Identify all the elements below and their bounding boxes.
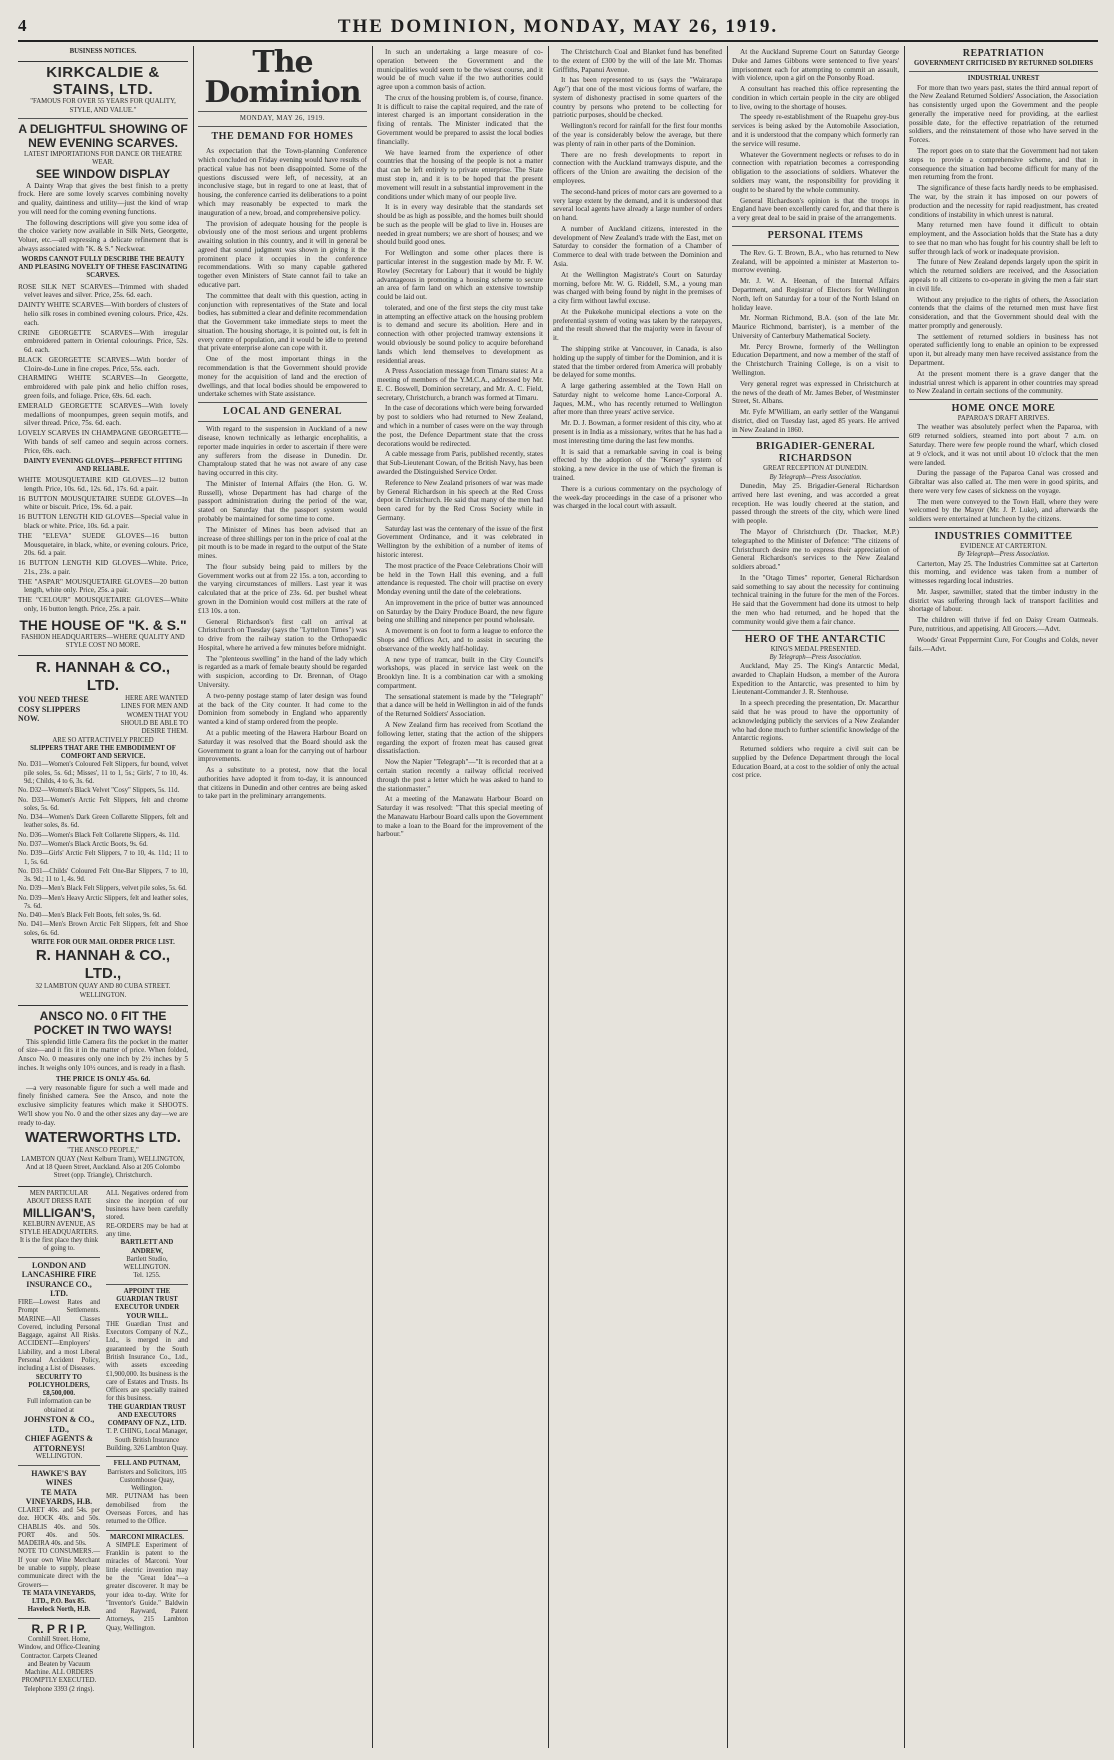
repatriation-heading: REPATRIATION bbox=[962, 48, 1045, 59]
house-sub: FASHION HEADQUARTERS—WHERE QUALITY AND STYLE COST NO MORE. bbox=[21, 633, 185, 649]
brigadier-heading: BRIGADIER-GENERAL RICHARDSON bbox=[755, 441, 876, 465]
news-paragraph: At the Pukekohe municipal elections a vote on the preferential system of voting was taken by the ratepayers, and the result showed that the majority were in favour of it. bbox=[553, 307, 722, 343]
news-paragraph: The shipping strike at Vancouver, in Canada, is also holding up the supply of timber for the Dominion, and it is stated that the timber ordered from America will probably be delayed for some months. bbox=[553, 345, 722, 380]
slipper-item: No. D31—Women's Coloured Felt Slippers, fur bound, velvet pile soles, 5s. 6d.; Misses', 11 to 1, 5s.; Girls', 7 to 10, 4s. 9d.; Childs, 4 to 6, 3s. 6d. bbox=[18, 761, 188, 785]
negatives-text: ALL Negatives ordered from since the inception of our business have been carefully stored. bbox=[106, 1189, 188, 1222]
hannah-title-2: R. HANNAH & CO., LTD., bbox=[35, 947, 171, 983]
kirkcaldie-title: KIRKCALDIE & STAINS, LTD. bbox=[46, 64, 160, 98]
news-paragraph: The sensational statement is made by the "Telegraph" that a dance will be held in Wellington in aid of the funds of the Returned Soldiers' Association. bbox=[377, 692, 543, 719]
chief-agents: CHIEF AGENTS & ATTORNEYS! bbox=[24, 1434, 94, 1453]
ads-column bbox=[18, 48, 188, 1748]
news-paragraph: Saturday last was the centenary of the issue of the first Government Ordinance, and it was celebrated in Wellington by the exhibition of a number of items of historic interest. bbox=[377, 524, 543, 559]
home-paragraph: The men were conveyed to the Town Hall, where they were welcomed by the Mayor (Mr. J. P. Luke), and afterwards the soldiers were entertained at luncheon by the citizens. bbox=[909, 497, 1098, 524]
slipper-item: No. D39—Men's Black Felt Slippers, velvet pile soles, 5s. 6d. bbox=[18, 885, 187, 893]
hawkes-bay: HAWKE'S BAY WINES bbox=[31, 1468, 87, 1488]
repatriation-paragraph: The report goes on to state that the Government had not taken steps to provide a comprehensive scheme, and that in consequence the situation had become difficult for many of the men returning from the front. bbox=[909, 147, 1098, 182]
column-rule bbox=[372, 46, 373, 1748]
evidence-subheading: EVIDENCE AT CARTERTON. bbox=[960, 543, 1047, 550]
news-paragraph: It has been represented to us (says the "Wairarapa Age") that one of the most vicious forms of warfare, the system of dishonesty practised in some quarters of the country by persons who pretend to be collecting for patriotic purposes, should be checked. bbox=[553, 76, 722, 120]
local-paragraph: At a public meeting of the Hawera Harbour Board on Saturday it was resolved that the Board should ask the Government to grant a loan for the carrying out of harbour improvements. bbox=[198, 728, 367, 764]
editorial-paragraph: In such an undertaking a large measure of co-operation between the Government and the municipalities would seem to be the wisest course, and it would be of much value if the two authorities could agree upon a common basis of action. bbox=[377, 48, 543, 92]
appoint-guardian: APPOINT THE GUARDIAN TRUST EXECUTOR UNDER YOUR WILL. bbox=[114, 1287, 180, 1320]
evidence-press: By Telegraph—Press Association. bbox=[957, 551, 1050, 559]
glove-item: THE "ELEVA" SUEDE GLOVES—16 button Mousquetaire, in black, white, or evening colours. Price, 20s. 6d. a pair. bbox=[18, 531, 188, 558]
antarctic-paragraph: In a speech preceding the presentation, Dr. Macarthur said that he was proud to have the opportunity of acknowledging publicly the services of a New Zealander who had done much to further scientific knowledge of the Antarctic regions. bbox=[732, 699, 899, 743]
news-paragraph: At the Wellington Magistrate's Court on Saturday morning, before Mr. W. G. Riddell, S.M., a young man was charged with being found by night in the premises of a city firm without lawful excuse. bbox=[553, 270, 722, 306]
waterworths-sub: "THE ANSCO PEOPLE," bbox=[67, 1147, 139, 1155]
personal-paragraph: Very general regret was expressed in Christchurch at the news of the death of Mr. James Beber, of Westminster Street, St. Albans. bbox=[732, 379, 899, 406]
news-paragraph: A consultant has reached this office representing the condition in which certain people in the city are obliged to live, owing to the shortage of houses. bbox=[732, 85, 899, 111]
kirkcaldie-text: A Dainty Wrap that gives the best finish to a pretty frock. Here are some lovely scarves combining novelty and quality, daintiness and utility—just the kind of wrap you will need for the coming evening functions. bbox=[18, 181, 188, 216]
guardian-manager: T. P. CHING, Local Manager, South British Insurance Building, 326 Lambton Quay. bbox=[106, 1428, 188, 1453]
scarf-item: LOVELY SCARVES IN CHAMPAGNE GEORGETTE—With bands of self cameo and sequin across corners. Price, 69s. each. bbox=[18, 429, 188, 455]
news-paragraph: The most practice of the Peace Celebrations Choir will be held in the Town Hall this evening, and a full attendance is requested. The choir will practise on every Monday evening until the date of the celebrations. bbox=[377, 561, 543, 597]
local-paragraph: A two-penny postage stamp of later design was found at the back of the City counter. It had come to the Dominion from somebody in England who apparently wanted a kind of stamp ordered from the people. bbox=[198, 691, 367, 727]
brigadier-paragraph: In the "Otago Times" reporter, General Richardson said something to say about the necessity for continuing technical training in the future for the men of the Forces. He said that the Government had done its utmost to help the men who had returned, and he hoped that the community would give them a fair chance. bbox=[732, 573, 899, 626]
hannah-attr: ARE SO ATTRACTIVELY PRICED bbox=[52, 736, 154, 744]
newspaper-title: THE DOMINION, MONDAY, MAY 26, 1919. bbox=[337, 16, 779, 37]
ansco-text2: —a very reasonable figure for such a well made and finely finished camera. See the Ansco, and note the exclusive simplicity features which make it SHOOTS. We'll show you No. 0 and the other sizes any day—we are ready to-day. bbox=[18, 1083, 188, 1127]
marconi-title: MARCONI MIRACLES. bbox=[109, 1533, 184, 1541]
johnston: JOHNSTON & CO., LTD., bbox=[23, 1414, 95, 1434]
glove-item: 16 BUTTON LENGTH KID GLOVES—White. Price, 21s., 23s. a pair. bbox=[18, 559, 188, 576]
local-paragraph: General Richardson's first call on arrival at Christchurch on Tuesday (says the "Lyttelton Times") was to drive from the railway station to the Orthopaedic Hospital, where he arrived a few minutes before midnight. bbox=[198, 617, 367, 652]
news-paragraph: There are no fresh developments to report in connection with the Auckland tramways dispute, and the officers of the Union are awaiting the decision of the employees. bbox=[553, 150, 722, 185]
glove-item: THE "ASPAR" MOUSQUETAIRE GLOVES—20 button length, white only. Price, 25s. a pair. bbox=[18, 577, 188, 595]
te-mata-list: CLARET 40s. and 54s. per doz. HOCK 40s. and 50s. CHABLIS 40s. and 50s. PORT 40s. and 50s. MADEIRA 40s. and 50s. bbox=[18, 1507, 100, 1548]
slipper-item: No. D33—Women's Arctic Felt Slippers, felt and chrome soles, 5s. 6d. bbox=[18, 796, 188, 812]
home-once-more-subheading: PAPAROA'S DRAFT ARRIVES. bbox=[957, 415, 1050, 423]
antarctic-paragraph: Returned soldiers who require a civil suit can be supplied by the Defence Department through the local Education Board, at a cost to the soldier of only the actual cost price. bbox=[732, 745, 899, 780]
ansco-text: This splendid little Camera fits the pocket in the matter of size—and it fits it in the matter of price. When folded, Ansco No. 0 measures only one inch by 2½ inches by 5 inches. It weighs only 10½ ounces, and is ready in a flash. bbox=[18, 1037, 188, 1072]
personal-paragraph: Mr. J. W. A. Heenan, of the Internal Affairs Department, and Registrar of Electors for Wellington North, left on Saturday for a tour of the North Island on holiday leave. bbox=[732, 277, 899, 312]
kirkcaldie-text2: The following descriptions will give you some idea of the choice variety now available in Silk Nets, Georgette, Voluer, etc.—all expressing a delicate refinement that is always associated with "K. & S." Neckwear. bbox=[18, 218, 188, 254]
bartlett-tel: Tel. 1255. bbox=[133, 1272, 161, 1280]
scarf-item: BLACK GEORGETTE SCARVES—With border of Cloire-de-Lune in fine crepes. Price, 55s. each. bbox=[18, 355, 188, 373]
news-paragraph: A Press Association message from Timaru states: At a meeting of members of the Y.M.C.A., addressed by Mr. E. C. Boswell, Dominion secretary, and Mr. A. C. Field, secretary, Christchurch, a branch was formed at Timaru. bbox=[377, 367, 543, 402]
home-once-more-heading: HOME ONCE MORE bbox=[951, 403, 1056, 415]
editorial-column bbox=[198, 48, 367, 1748]
hannah-left: YOU NEED THESE COSY SLIPPERS NOW. bbox=[18, 695, 89, 724]
bartlett-title: BARTLETT AND ANDREW, bbox=[120, 1239, 174, 1255]
glove-item: THE "CELOUR" MOUSQUETAIRE GLOVES—White only, 16 button length. Price, 25s. a pair. bbox=[18, 596, 188, 614]
personal-paragraph: Mr. Norman Richmond, B.A. (son of the late Mr. Maurice Richmond, barrister), is a member of the University of Canterbury Mathematical Society. bbox=[732, 314, 899, 340]
local-paragraph: With regard to the suspension in Auckland of a new disease, known technically as lethargic encephalitis, a reporter made inquiries in order to ascertain if there were any sufferers from the disease in Dunedin. Dr. Champtaloup stated that he was not aware of any case having occurred in this city. bbox=[198, 425, 367, 478]
local-paragraph: The Minister of Mines has been advised that an increase of three shillings per ton in the price of coal at the pit mouth is to be made in regard to the output of the State mines. bbox=[198, 525, 367, 561]
slipper-item: No. D40—Men's Black Felt Boots, felt soles, 9s. 6d. bbox=[18, 912, 162, 920]
putnam-text: MR. PUTNAM has been demobilised from the Overseas Forces, and has returned to the Office. bbox=[106, 1493, 188, 1526]
scarf-item: ROSE SILK NET SCARVES—Trimmed with shaded velvet leaves and silver. Price, 25s. 6d. each. bbox=[18, 282, 188, 300]
local-paragraph: The "plenteous swelling" in the hand of the lady which is regarded as a mark of female beauty should be regarded with suspicion, according to Dr. Brennan, of Otago University. bbox=[198, 654, 367, 690]
reorders-text: RE-ORDERS may be had at any time. bbox=[106, 1222, 188, 1238]
news-paragraph: The Christchurch Coal and Blanket fund has benefited to the extent of £300 by the will of the late Mr. Thomas Griffiths, Papanui Avenue. bbox=[553, 48, 722, 74]
editorial-paragraph: One of the most important things in the recommendation is that the Government should provide money for the acquisition of land and the erection of dwellings, and that local bodies should be empowered to undertake schemes with State assistance. bbox=[198, 355, 367, 399]
antarctic-subheading: KING'S MEDAL PRESENTED. bbox=[770, 645, 861, 653]
evidence-paragraph: The children will thrive if fed on Daisy Cream Oatmeals. Pure, nutritious, and appetising. All Grocers.—Advt. bbox=[909, 616, 1098, 634]
milligan-men: MEN PARTICULAR ABOUT DRESS RATE bbox=[26, 1189, 92, 1205]
news-paragraph: The speedy re-establishment of the Ruapehu grey-bus services is being asked by the Automobile Association, and it is understood that the company which formerly ran the service will resume. bbox=[732, 113, 899, 148]
personal-items-heading: PERSONAL ITEMS bbox=[767, 229, 864, 241]
local-paragraph: The Minister of Internal Affairs (the Hon. G. W. Russell), whose Department has had charge of the passport administration during the period of the war, stated on Saturday that the passport system would probably be maintained for some time to come. bbox=[198, 479, 367, 523]
fell-putnam-sub: Barristers and Solicitors, 105 Customhouse Quay, Wellington. bbox=[107, 1468, 187, 1493]
milligan-address: KELBURN AVENUE, AS STYLE HEADQUARTERS. bbox=[19, 1220, 99, 1236]
hannah-address: 32 LAMBTON QUAY AND 80 CUBA STREET. WELLINGTON. bbox=[35, 983, 171, 999]
editorial-paragraph: We have learned from the experience of other countries that the housing of the people is not a matter that can be left entirely to private enterprise. The State must step in, and it is to be hoped that the present movement will result in a substantial improvement in the conditions under which many of our people live. bbox=[377, 148, 543, 201]
local-general-heading: LOCAL AND GENERAL bbox=[222, 406, 343, 418]
news-paragraph: A New Zealand firm has received from Scotland the following letter, stating that the action of the shippers regarding the export of frozen meat has caused great dissatisfaction. bbox=[377, 721, 543, 756]
scarf-item: CRINE GEORGETTE SCARVES—With irregular embroidered pattern in Oriental colourings. Price, 52s. 6d. each. bbox=[18, 328, 188, 355]
news-paragraph: A cable message from Paris, published recently, states that Sub-Lieutenant Cowan, of the British Navy, has been awarded the Distinguished Service Order. bbox=[377, 450, 543, 476]
column-rule bbox=[193, 46, 194, 1748]
news-paragraph: It is said that a remarkable saving in coal is being effected by the adoption of the "Kersey" system of stoking, a new device in the use of which the fireman is trained. bbox=[553, 447, 722, 482]
editorial-paragraph: The committee that dealt with this question, acting in conjunction with representatives of the State and local bodies, has submitted a clear and definite recommendation that the Government take immediate steps to meet the situation. The housing shortage, it is pointed out, is felt in every centre of population, and it would be idle to pretend that private enterprise alone can cope with it. bbox=[198, 291, 367, 353]
glove-item: WHITE MOUSQUETAIRE KID GLOVES—12 button length. Price, 10s. 6d., 12s. 6d., 17s. 6d. a pair. bbox=[18, 476, 188, 493]
glove-item: 16 BUTTON LENGTH KID GLOVES—Special value in black or white. Price, 10s. 6d. a pair. bbox=[18, 513, 188, 530]
repatriation-paragraph: The future of New Zealand depends largely upon the spirit in which the returned soldiers are received, and the Association appeals to all citizens to co-operate in giving the men a fair start in civil life. bbox=[909, 258, 1098, 293]
business-notices-heading: BUSINESS NOTICES. bbox=[69, 48, 137, 55]
news-paragraph: A number of Auckland citizens, interested in the development of New Zealand's trade with the East, met on Saturday to consider the formation of a Chamber of Commerce to deal with trade between the Dominion and Asia. bbox=[553, 224, 722, 268]
slipper-item: No. D31—Childs' Coloured Felt One-Bar Slippers, 7 to 10, 3s. 9d.; 11 to 1, 4s. 9d. bbox=[18, 867, 188, 884]
fell-putnam: FELL AND PUTNAM, bbox=[113, 1460, 181, 1468]
home-paragraph: The weather was absolutely perfect when the Paparoa, with 609 returned soldiers, steamed into port about 7 a.m. on Saturday. There were few people round the wharf, which closed at 9 o'clock, and it was not until about 10 o'clock that the men were landed. bbox=[909, 423, 1098, 467]
brigadier-paragraph: The Mayor of Christchurch (Dr. Thacker, M.P.) telegraphed to the Minister of Defence: "The citizens of Christchurch desire me to express their appreciation of General Richardson's services to the New Zealand soldiers abroad." bbox=[732, 527, 899, 572]
hannah-title: R. HANNAH & CO., LTD. bbox=[35, 659, 171, 695]
prip-text: Cornhill Street. Home, Window, and Office-Cleaning Contractor. Carpets Cleaned and Beaten by Vacuum Machine. ALL ORDERS PROMPTLY EXECUTED. Telephone 3393 (2 rings). bbox=[18, 1636, 100, 1693]
kirkcaldie-words: WORDS CANNOT FULLY DESCRIBE THE BEAUTY AND PLEASING NOVELTY OF THESE FASCINATING SCARVES. bbox=[18, 255, 188, 280]
editorial-paragraph: As expectation that the Town-planning Conference which concluded on Friday evening would have results of practical value has not been disappointed. Some of the questions discussed were left, of necessity, at an inconclusive stage, but in regard to one at least, that of housing, the conference carried its deliberations to a point which may reasonably be expected to mark the inauguration of a new, broad, and comprehensive policy. bbox=[198, 147, 367, 217]
scarf-item: EMERALD GEORGETTE SCARVES—With lovely medallions of moonpumpes, green sequin motifs, and silver thread. Price, 75s. 6d. each. bbox=[18, 401, 188, 428]
news-paragraph: tolerated, and one of the first steps the city must take in attempting an effective attack on the housing problem is to demand and secure its abolition. Here and in connection with other projected tramway extensions it would obviously be sound policy to acquire beforehand lands which lend themselves to development as residential areas. bbox=[377, 303, 543, 365]
news-paragraph: A movement is on foot to form a league to enforce the Shops and Offices Act, and to assist in securing the observance of the weekly half-holiday. bbox=[377, 627, 543, 653]
repatriation-paragraph: The settlement of returned soldiers in business has not operated sufficiently long to enable an opinion to be expressed upon it, but already many men have received assistance from the Department. bbox=[909, 332, 1098, 367]
editorial-paragraph: It is in every way desirable that the standards set should be as high as possible, and the homes built should be such as the people will be glad to live in. Houses are needed in great numbers; we are short of houses; and we should build good ones. bbox=[377, 203, 543, 247]
personal-paragraph: Mr. Fyfe M'William, an early settler of the Wanganui district, died on Tuesday last, aged 85 years. He arrived in New Zealand in 1860. bbox=[732, 408, 899, 434]
hannah-emb: SLIPPERS THAT ARE THE EMBODIMENT OF COMFORT AND SERVICE. bbox=[30, 744, 176, 761]
local-paragraph: As a substitute to a protest, now that the local authorities have adopted it from to-day, it is announced that citizens in Dunedin and other centres are being asked to take part in the preliminary arrangements. bbox=[198, 766, 367, 801]
column-rule bbox=[904, 46, 905, 1748]
repatriation-paragraph: Many returned men have found it difficult to obtain employment, and the Association holds that the State has a duty to see that no man who has fought for his country shall be left to suffer through lack of work or inadequate provision. bbox=[909, 221, 1098, 256]
news-paragraph: A new type of tramcar, built in the City Council's workshops, was placed in service last week on the Brooklyn line. It is a combination car with a smoking compartment. bbox=[377, 655, 543, 690]
news-paragraph: Mr. D. J. Bowman, a former resident of this city, who at present is in India as a missionary, writes that he has had a most interesting time during the last few months. bbox=[553, 419, 722, 445]
editorial-paragraph: For Wellington and some other places there is particular interest in the suggestion made by Mr. F. W. Rowley (Secretary for Labour) that it would be highly advantageous in promoting a housing scheme to secure an area of farm land on which an extensive township could be laid out. bbox=[377, 249, 543, 302]
scarf-item: DAINTY WHITE SCARVES—With borders of clusters of helio silk roses in combined evening colours. Price, 42s. each. bbox=[18, 301, 188, 327]
slipper-item: No. D39—Girls' Arctic Felt Slippers, 7 to 10, 4s. 11d.; 11 to 1, 5s. 6d. bbox=[18, 850, 188, 866]
editorial-paragraph: The crux of the housing problem is, of course, finance. It is difficult to raise the capital required, and the rate of interest charged is an important consideration in the fixing of rentals. The Minister indicated that the Government would be prepared to assist the local bodies financially. bbox=[377, 93, 543, 146]
column-rule bbox=[548, 46, 549, 1748]
slipper-item: No. D41—Men's Brown Arctic Felt Slippers, felt and Shoe soles, 6s. 6d. bbox=[18, 921, 188, 937]
london-title: LONDON AND LANCASHIRE FIRE INSURANCE CO., LTD. bbox=[21, 1260, 97, 1299]
news-paragraph: At a meeting of the Manawatu Harbour Board on Saturday it was resolved: "That this special meeting of the Manawatu Harbour Board calls upon the Government to make a loan to the Board for the improvement of the harbour." bbox=[377, 795, 543, 839]
slipper-item: No. D32—Women's Black Velvet "Cosy" Slippers, 5s. 11d. bbox=[18, 787, 180, 795]
brigadier-subheading: GREAT RECEPTION AT DUNEDIN. bbox=[763, 465, 868, 473]
brigadier-paragraph: Dunedin, May 25. Brigadier-General Richardson arrived here last evening, and was accorded a great reception. He was loudly cheered at the station, and passed through the streets of the city, which were lined with people. bbox=[732, 482, 899, 526]
te-mata-note: NOTE TO CONSUMERS.—If your own Wine Merchant be unable to supply, please communicate direct with the Growers— bbox=[18, 1548, 100, 1589]
news-paragraph: A large gathering assembled at the Town Hall on Saturday night to welcome home Lance-Corporal A. Jaques, M.M., who has recently returned to Wellington after more than three years' active service. bbox=[553, 382, 722, 417]
milligan-place: It is the first place they think of going to. bbox=[19, 1237, 99, 1253]
gloves-heading: DAINTY EVENING GLOVES—PERFECT FITTING AND RELIABLE. bbox=[23, 457, 183, 473]
guardian-text: THE Guardian Trust and Executors Company of N.Z., Ltd., is merged in and guaranteed by the South British Insurance Co., Ltd., with assets exceeding £1,900,000. Its business is the care of Estates and Trusts. Its Officers are specially trained for this business. bbox=[106, 1320, 188, 1403]
repatriation-paragraph: At the present moment there is a grave danger that the industrial unrest which is apparent in other countries may spread to New Zealand in certain sections of the community. bbox=[909, 369, 1098, 396]
local-paragraph: The flour subsidy being paid to millers by the Government works out at from 22 15s. a ton, according to the varying circumstances of millers. Last year it was calculated that at the price of 23s. 6d. per bushel wheat grown in the Dominion would cost millers at the rate of £13 10s. a ton. bbox=[198, 562, 367, 615]
repatriation-paragraph: Without any prejudice to the rights of others, the Association contends that the claims of the returned men must have first consideration, and that the Government should deal with the matter promptly and generously. bbox=[909, 295, 1098, 330]
ansco-price: THE PRICE IS ONLY 45s. 6d. bbox=[55, 1074, 151, 1083]
personal-paragraph: Mr. Percy Browne, formerly of the Wellington Education Department, and now a member of the staff of the Christchurch Training College, is on a visit to Wellington. bbox=[732, 342, 899, 377]
antarctic-heading: HERO OF THE ANTARCTIC bbox=[744, 633, 887, 645]
brigadier-press: By Telegraph—Press Association. bbox=[769, 473, 862, 481]
kirkcaldie-head4: SEE WINDOW DISPLAY bbox=[35, 167, 171, 182]
home-paragraph: During the passage of the Paparoa Canal was crossed and Gibraltar was also called at. The men were in good spirits, and there were very few cases of sickness on the voyage. bbox=[909, 469, 1098, 495]
london-security: SECURITY TO POLICYHOLDERS, £8,500,000. bbox=[28, 1373, 90, 1398]
kirkcaldie-tagline: "FAMOUS FOR OVER 55 YEARS FOR QUALITY, STYLE, AND VALUE." bbox=[30, 98, 176, 114]
kirkcaldie-head2: NEW EVENING SCARVES. bbox=[28, 136, 178, 151]
glove-item: 16 BUTTON MOUSQUETAIRE SUEDE GLOVES—In white or biscuit. Price, 19s. 6d. a pair. bbox=[18, 494, 188, 512]
repatriation-paragraph: The significance of these facts hardly needs to be emphasised. The war, by the strain it has imposed on our powers of production and the necessity for rapid readjustment, has created conditions of instability in which unrest is natural. bbox=[909, 184, 1098, 219]
te-mata: TE MATA VINEYARDS, H.B. bbox=[25, 1487, 93, 1507]
slipper-item: No. D39—Men's Heavy Arctic Slippers, felt and leather soles, 7s. 6d. bbox=[18, 894, 188, 910]
slipper-item: No. D34—Women's Dark Green Collarette Slippers, felt and leather soles, 8s. 6d. bbox=[18, 814, 188, 830]
te-mata-address: TE MATA VINEYARDS, LTD., P.O. Box 85. Havelock North, H.B. bbox=[22, 1589, 96, 1614]
marconi-text: A SIMPLE Experiment of Franklin is patent to the miracles of Marconi. Your little electric invention may be the "Great Idea"—a greater discoverer. It may be your idea to-day. Write for "Inventor's Guide." Baldwin and Rayward, Patent Attorneys, 215 Lambton Quay, Wellington. bbox=[106, 1541, 188, 1632]
evidence-paragraph: Carterton, May 25. The Industries Committee sat at Carterton this morning, and evidence was taken from a number of witnesses regarding local industries. bbox=[909, 559, 1098, 586]
industrial-unrest-heading: INDUSTRIAL UNREST bbox=[967, 75, 1040, 83]
repatriation-paragraph: For more than two years past, states the third annual report of the New Zealand Returned Soldiers' Association, the Association has consistently urged upon the Government and the people generally the imperative need for providing, at the earliest possible date, for the effective repatriation of the returned soldiers, and the reinstatement of those who have served in the Forces. bbox=[909, 83, 1098, 145]
london-full: Full information can be obtained at bbox=[27, 1398, 91, 1414]
evidence-paragraph: Mr. Jasper, sawmiller, stated that the timber industry in the district was suffering through lack of transport facilities and shortage of labour. bbox=[909, 587, 1098, 614]
kirkcaldie-head3: LATEST IMPORTATIONS FOR DANCE OR THEATRE WEAR. bbox=[24, 150, 182, 166]
antarctic-paragraph: Auckland, May 25. The King's Antarctic Medal, awarded to Chaplain Hudson, a member of the Aurora Expedition to the Antarctic, was presented to him by Lieutenant-Commander J. R. Stenhouse. bbox=[732, 662, 899, 697]
antarctic-press: By Telegraph—Press Association. bbox=[769, 653, 862, 661]
news-paragraph: At the Auckland Supreme Court on Saturday George Duke and James Gibbons were sentenced to five years' imprisonment each for attempting to commit an assault, with violence, upon a girl on the Ponsonby Road. bbox=[732, 48, 899, 83]
news-paragraph: In the case of decorations which were being forwarded by post to soldiers who had returned to New Zealand, and which in a number of cases were on the way through the post, the Defence Department state that the cross decorations would be redirected. bbox=[377, 404, 543, 448]
news-paragraph: Wellington's record for rainfall for the first four months of the year is considerably below the average, but there was plenty of rain in other parts of the Dominion. bbox=[553, 122, 722, 148]
news-paragraph: Reference to New Zealand prisoners of war was made by General Richardson in his speech at the Red Cross depot in Christchurch. He said that many of the men had been cared for by the Red Cross Society while in Germany. bbox=[377, 478, 543, 522]
news-paragraph: An improvement in the price of butter was announced on Saturday by the Dairy Produce Board, the new figure being one shilling and ninepence per pound wholesale. bbox=[377, 598, 543, 625]
edition-date: MONDAY, MAY 26, 1919. bbox=[239, 115, 326, 122]
page-number: 4 bbox=[18, 16, 27, 35]
evidence-paragraph: Woods' Great Peppermint Cure, For Coughs and Colds, never fails.—Advt. bbox=[909, 635, 1098, 653]
wellington: WELLINGTON. bbox=[35, 1453, 83, 1461]
house-of-ks: THE HOUSE OF "K. & S." bbox=[19, 616, 187, 633]
industries-committee-heading: INDUSTRIES COMMITTEE bbox=[934, 531, 1073, 542]
slipper-item: No. D37—Women's Black Arctic Boots, 9s. 6d. bbox=[18, 840, 148, 848]
london-text: FIRE—Lowest Rates and Prompt Settlements. MARINE—All Classes Covered, including Personal Baggage, against All Risks. ACCIDENT—Employers' Liability, and a most Liberal Personal Accident Policy, including a List of Diseases. bbox=[18, 1299, 100, 1373]
news-paragraph: There is a curious commentary on the psychology of the week-day proceedings in the case of a prisoner who was charged in the local court with assault. bbox=[553, 484, 722, 511]
news-column-6 bbox=[909, 48, 1098, 1748]
news-paragraph: Now the Napier "Telegraph"—"It is recorded that at a certain station recently a railway official received through the post a letter which he was asked to hand to the stationmaster." bbox=[377, 758, 543, 793]
news-paragraph: Whatever the Government neglects or refuses to do in connection with repatriation becomes a corresponding obligation to the associations of soldiers. Whatever the soldiers may want, the responsibility for providing it ought to be shared by the whole community. bbox=[732, 150, 899, 194]
news-column-4 bbox=[553, 48, 722, 1748]
scarf-item: CHARMING WHITE SCARVES—In Georgette, embroidered with pale pink and helio chiffon roses, green foils, and foliage. Price, 69s. 6d. each. bbox=[18, 374, 188, 401]
milligan-title: MILLIGAN'S, bbox=[22, 1206, 96, 1221]
paper-nameplate: The Dominion bbox=[204, 48, 361, 110]
bartlett-address: Bartlett Studio, WELLINGTON. bbox=[123, 1255, 171, 1272]
editorial-paragraph: The provision of adequate housing for the people is obviously one of the most serious and urgent problems awaiting solution in this country, and it will in general be agreed that sound judgment was shown in giving it the prominent place it occupies in the conference recommendations. With so many capable gathered together even Ministers of State cannot fail to take an educative part. bbox=[198, 219, 367, 289]
waterworths-title: WATERWORTHS LTD. bbox=[25, 1129, 181, 1147]
waterworths-address: LAMBTON QUAY (Next Kelburn Tram), WELLINGTON, And at 18 Queen Street, Auckland. Also at 205 Colombo Street (opp. Triangle), Christchurch. bbox=[21, 1155, 185, 1180]
masthead bbox=[18, 16, 1098, 42]
news-column-5 bbox=[732, 48, 899, 1748]
repatriation-subheading: GOVERNMENT CRITICISED BY RETURNED SOLDIERS bbox=[913, 60, 1094, 67]
kirkcaldie-head1: A DELIGHTFUL SHOWING OF bbox=[18, 121, 188, 136]
news-column-3 bbox=[377, 48, 543, 1748]
hannah-right: HERE ARE WANTED LINES FOR MEN AND WOMEN THAT YOU SHOULD BE ABLE TO DESIRE THEM. bbox=[120, 695, 188, 736]
editorial-heading: THE DEMAND FOR HOMES bbox=[211, 131, 354, 143]
personal-paragraph: The Rev. G. T. Brown, B.A., who has returned to New Zealand, will be appointed a minister at Masterton to-morrow evening. bbox=[732, 248, 899, 275]
column-rule bbox=[727, 46, 728, 1748]
hannah-write: WRITE FOR OUR MAIL ORDER PRICE LIST. bbox=[31, 939, 175, 947]
prip-title: R. P R I P. bbox=[31, 1621, 87, 1636]
slipper-item: No. D36—Women's Black Felt Collarette Slippers, 4s. 11d. bbox=[18, 831, 180, 839]
ansco-heading: ANSCO NO. 0 FIT THE POCKET IN TWO WAYS! bbox=[33, 1008, 173, 1038]
news-paragraph: General Richardson's opinion is that the troops in England have been excellently cared for, and that there is a very great deal to be said in praise of the arrangements. bbox=[732, 196, 899, 223]
guardian-title: THE GUARDIAN TRUST AND EXECUTORS COMPANY OF N.Z., LTD. bbox=[107, 1403, 187, 1428]
news-paragraph: The second-hand prices of motor cars are governed to a very large extent by the demand, and it is understood that several local agents have already a large number of orders on hand. bbox=[553, 187, 722, 223]
